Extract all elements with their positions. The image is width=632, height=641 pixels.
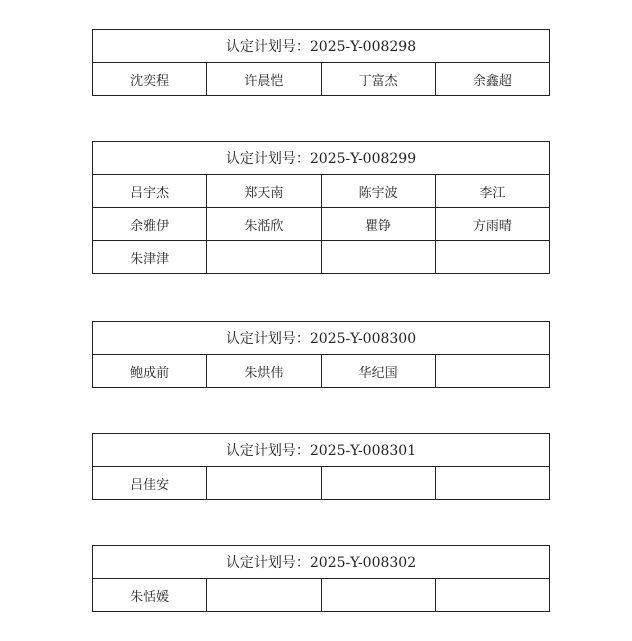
name-cell: 吕宇杰 bbox=[93, 175, 207, 208]
plan-title: 认定计划号：2025-Y-008302 bbox=[93, 546, 550, 579]
name-cell: 朱恬媛 bbox=[93, 579, 207, 612]
name-cell: 许晨恺 bbox=[207, 63, 321, 96]
plan-table-008302 bbox=[92, 545, 550, 612]
name-cell: 陈宇波 bbox=[321, 175, 435, 208]
plan-title: 认定计划号：2025-Y-008300 bbox=[93, 322, 550, 355]
empty-cell bbox=[435, 579, 549, 612]
table-row bbox=[93, 579, 550, 612]
name-cell: 余雅伊 bbox=[93, 208, 207, 241]
table-row bbox=[93, 241, 550, 274]
table-row bbox=[93, 467, 550, 500]
empty-cell bbox=[207, 579, 321, 612]
plan-table-008299 bbox=[92, 141, 550, 274]
name-cell: 朱湉欣 bbox=[207, 208, 321, 241]
name-cell: 丁富杰 bbox=[321, 63, 435, 96]
plan-title-row bbox=[93, 142, 550, 175]
name-cell: 吕佳安 bbox=[93, 467, 207, 500]
name-cell: 沈奕程 bbox=[93, 63, 207, 96]
empty-cell bbox=[321, 467, 435, 500]
name-cell: 鲍成前 bbox=[93, 355, 207, 388]
plan-table-008301 bbox=[92, 433, 550, 500]
name-cell: 朱津津 bbox=[93, 241, 207, 274]
plan-table-008298 bbox=[92, 29, 550, 96]
table-row bbox=[93, 208, 550, 241]
name-cell: 方雨晴 bbox=[435, 208, 549, 241]
table-row bbox=[93, 63, 550, 96]
table-row bbox=[93, 175, 550, 208]
plan-title-row bbox=[93, 322, 550, 355]
table-row bbox=[93, 355, 550, 388]
plan-title: 认定计划号：2025-Y-008298 bbox=[93, 30, 550, 63]
name-cell: 余鑫超 bbox=[435, 63, 549, 96]
empty-cell bbox=[207, 241, 321, 274]
empty-cell bbox=[435, 241, 549, 274]
plan-title-row bbox=[93, 30, 550, 63]
plan-title-row bbox=[93, 434, 550, 467]
empty-cell bbox=[435, 355, 549, 388]
plan-table-008300 bbox=[92, 321, 550, 388]
name-cell: 华纪国 bbox=[321, 355, 435, 388]
empty-cell bbox=[321, 579, 435, 612]
empty-cell bbox=[435, 467, 549, 500]
plan-title-row bbox=[93, 546, 550, 579]
name-cell: 朱烘伟 bbox=[207, 355, 321, 388]
empty-cell bbox=[207, 467, 321, 500]
plan-title: 认定计划号：2025-Y-008301 bbox=[93, 434, 550, 467]
name-cell: 郑天南 bbox=[207, 175, 321, 208]
empty-cell bbox=[321, 241, 435, 274]
name-cell: 李江 bbox=[435, 175, 549, 208]
plan-title: 认定计划号：2025-Y-008299 bbox=[93, 142, 550, 175]
name-cell: 瞿铮 bbox=[321, 208, 435, 241]
